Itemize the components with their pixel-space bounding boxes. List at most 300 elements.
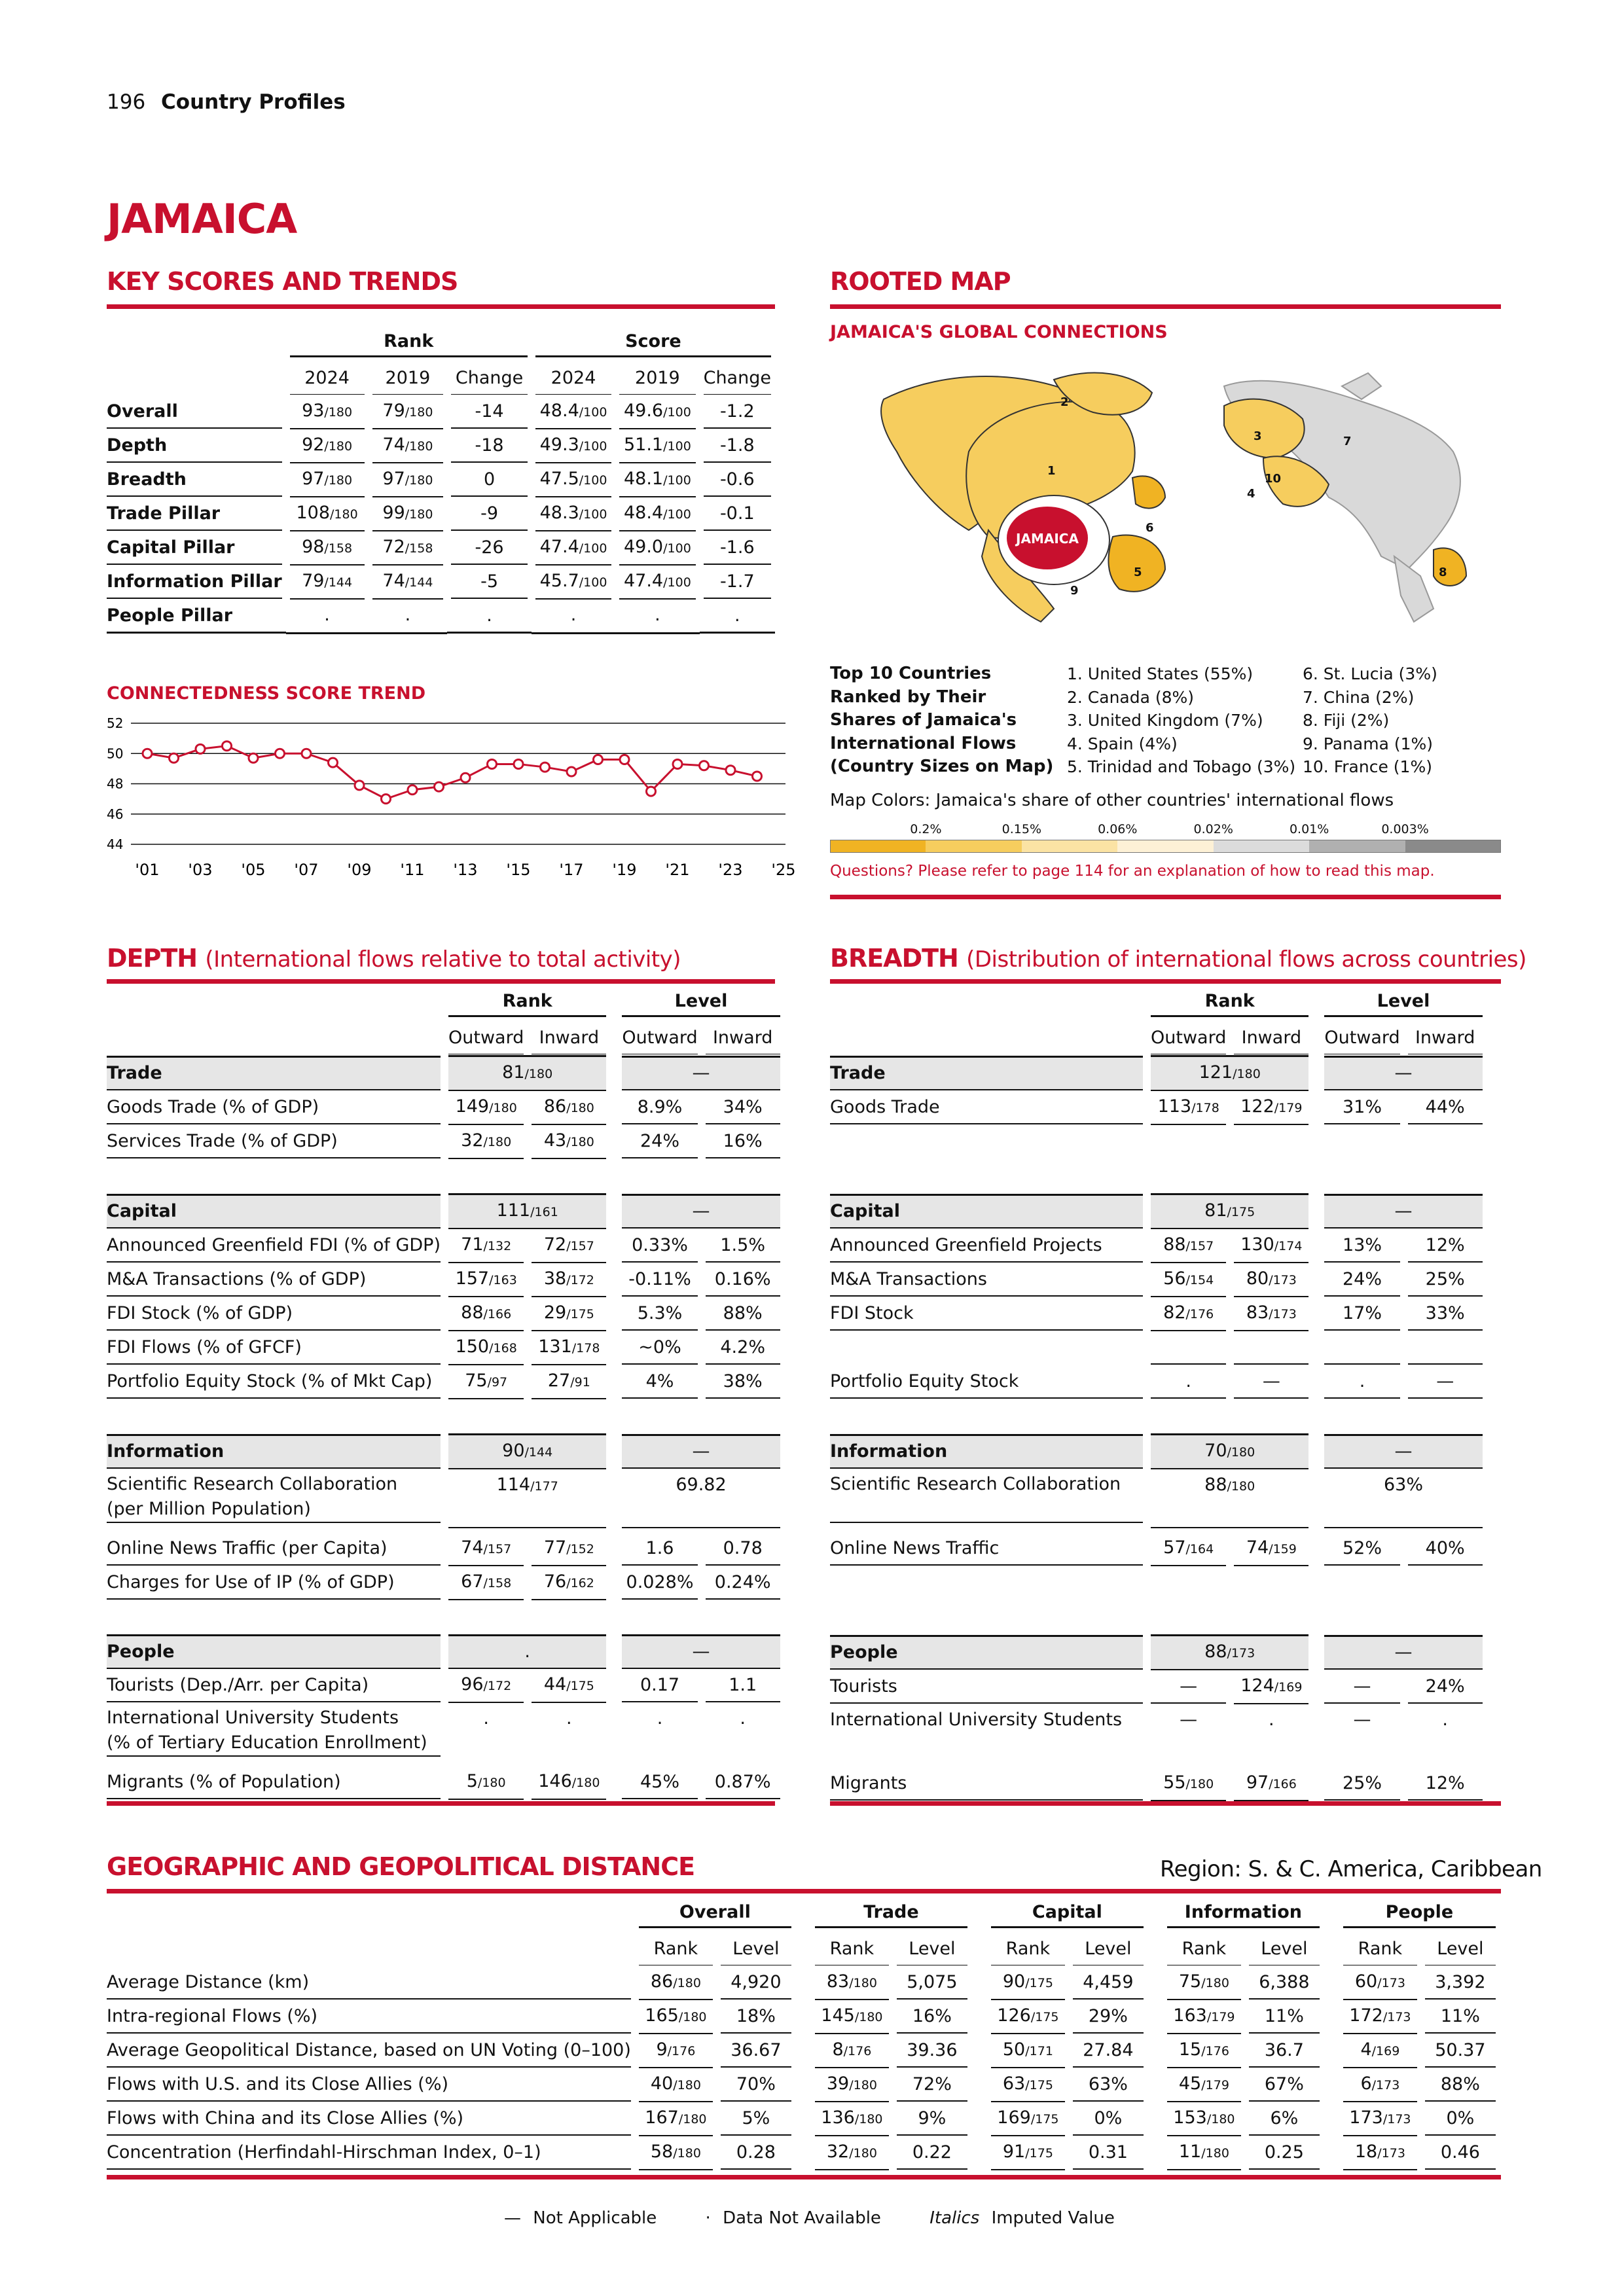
value: 24% <box>1425 1676 1465 1696</box>
rank-value: 74 <box>1246 1537 1269 1558</box>
rank-denominator: /180 <box>673 2146 701 2161</box>
value: 6% <box>1270 2108 1299 2128</box>
rank-value: 124 <box>1240 1676 1274 1696</box>
rank-cell <box>1343 2034 1417 2068</box>
rank-cell <box>619 463 695 497</box>
label-text: FDI Stock (% of GDP) <box>107 1303 293 1323</box>
empty-cell <box>1408 1332 1483 1365</box>
value-cell <box>622 1634 780 1669</box>
rank-cell <box>639 2034 713 2068</box>
rank-denominator: /166 <box>483 1307 512 1321</box>
value-cell <box>991 1933 1065 1965</box>
rank-value: 45.7 <box>539 571 579 591</box>
rank-value: 88 <box>1204 1641 1227 1662</box>
imputed-symbol: Italics <box>929 2208 980 2228</box>
rank-denominator: /163 <box>489 1273 517 1287</box>
rank-cell <box>1151 1055 1308 1091</box>
value: Outward <box>448 1027 524 1048</box>
rank-denominator: /100 <box>663 405 691 420</box>
rank-value: 70 <box>1204 1441 1227 1461</box>
value: ~0% <box>638 1337 681 1357</box>
value: 0.17 <box>640 1675 680 1695</box>
rank-cell <box>1151 1634 1308 1670</box>
rank-cell <box>372 531 444 565</box>
value: 11% <box>1264 2006 1304 2026</box>
value-cell <box>706 1022 780 1054</box>
value-cell <box>704 498 771 531</box>
page-number: 196 <box>107 90 146 114</box>
value-cell <box>451 363 528 395</box>
rooted-map <box>857 360 1473 648</box>
value: — <box>1436 1371 1454 1391</box>
rank-cell <box>448 1566 524 1600</box>
rank-value: . <box>1185 1371 1191 1391</box>
rank-denominator: /180 <box>849 2146 877 2161</box>
dna-label: Data Not Available <box>723 2208 881 2228</box>
rank-cell <box>1167 2000 1241 2034</box>
rank-denominator: /180 <box>566 1101 594 1115</box>
rank-cell <box>532 1766 606 1800</box>
value-cell <box>1324 1635 1482 1670</box>
value: Inward <box>1241 1027 1302 1048</box>
value: 52% <box>1343 1538 1382 1558</box>
rank-group-header <box>444 987 610 1021</box>
value-cell <box>1324 1298 1399 1331</box>
rank-cell <box>532 1669 606 1703</box>
key-scores-grid <box>107 327 775 634</box>
value: . <box>1359 1371 1365 1391</box>
value: Inward <box>539 1027 600 1048</box>
rank-value: 96 <box>461 1674 484 1695</box>
value: -1.7 <box>719 571 755 592</box>
pillar-row <box>107 1634 784 1669</box>
row-label <box>107 1126 441 1158</box>
rank-denominator: /176 <box>1185 1307 1214 1321</box>
rank-value: 48.4 <box>539 401 579 421</box>
level-group-header <box>1320 987 1486 1021</box>
rank-value: 165 <box>645 2005 679 2026</box>
rank-value: 88 <box>1204 1475 1227 1495</box>
rank-cell <box>1234 1297 1308 1331</box>
data-point <box>302 749 311 758</box>
value-cell <box>622 1092 697 1124</box>
rank-value: 47.4 <box>539 537 579 557</box>
value: Level <box>909 1938 956 1959</box>
rank-denominator: /178 <box>571 1341 600 1355</box>
value-cell <box>622 1126 697 1158</box>
rank-value: 74 <box>382 571 405 591</box>
rank-value: 98 <box>302 537 325 557</box>
rank-cell <box>1167 2102 1241 2136</box>
top10-heading-line: Top 10 Countries <box>830 664 992 683</box>
data-point <box>382 795 391 804</box>
value-cell <box>1234 1022 1308 1054</box>
rank-cell <box>448 1532 524 1566</box>
value-cell <box>1324 1022 1399 1054</box>
top10-heading-line: Shares of Jamaica's <box>830 710 1017 730</box>
value-cell <box>622 1022 697 1054</box>
value: Rank <box>1005 1938 1051 1959</box>
depth-grid <box>107 987 784 1800</box>
rank-denominator: /97 <box>487 1375 508 1390</box>
depth-bottom-rule <box>107 1801 775 1806</box>
value-cell <box>290 363 365 395</box>
metric-row <box>107 1566 784 1600</box>
value: . <box>566 1708 572 1729</box>
row-label <box>107 2001 631 2034</box>
data-point <box>435 782 444 791</box>
value: 12% <box>1425 1235 1465 1255</box>
value: 8.9% <box>637 1097 683 1117</box>
rank-value: 72 <box>543 1234 567 1255</box>
rank-denominator: /180 <box>405 405 433 420</box>
value-cell <box>706 1298 780 1331</box>
group-label: Capital <box>991 1902 1144 1928</box>
rank-value: 9 <box>656 2039 668 2060</box>
value: 0.25 <box>1264 2142 1304 2162</box>
rank-value: 76 <box>543 1571 567 1592</box>
rank-denominator: /164 <box>1185 1542 1214 1556</box>
rank-value: . <box>570 605 577 625</box>
value: 0.16% <box>714 1269 771 1289</box>
rank-denominator: /158 <box>405 541 433 556</box>
value: 34% <box>723 1097 763 1117</box>
rank-value: 88 <box>461 1302 484 1323</box>
jamaica-map-label: JAMAICA <box>1016 531 1079 547</box>
value: -14 <box>475 401 504 422</box>
rank-cell <box>1151 1366 1226 1399</box>
value-cell <box>622 1230 697 1263</box>
rank-value: 44 <box>543 1674 567 1695</box>
value: — <box>692 1201 710 1221</box>
label-text: (% of Tertiary Education Enrollment) <box>107 1732 427 1753</box>
rank-value: 150 <box>455 1336 490 1357</box>
value-cell <box>704 363 771 395</box>
country-title: JAMAICA <box>107 195 297 243</box>
value-cell <box>706 1366 780 1399</box>
value: 18% <box>736 2006 776 2026</box>
value: Inward <box>1415 1027 1475 1048</box>
label-text: Services Trade (% of GDP) <box>107 1131 338 1151</box>
value-cell <box>622 1056 780 1090</box>
value: -0.6 <box>719 469 755 490</box>
value: 40% <box>1425 1538 1465 1558</box>
empty-cell <box>1151 1332 1226 1365</box>
map-color-scale <box>830 822 1501 855</box>
data-point <box>461 773 470 782</box>
rank-cell <box>1234 1263 1308 1297</box>
label-text: Migrants <box>830 1773 907 1793</box>
rank-value: 27 <box>547 1371 571 1391</box>
value: Rank <box>1358 1938 1403 1959</box>
top10-item: 10. France (1%) <box>1303 757 1432 776</box>
geo-row <box>107 1966 1500 2000</box>
value-cell <box>622 1332 697 1365</box>
top10-item: 8. Fiji (2%) <box>1303 711 1390 730</box>
rank-value: 157 <box>455 1268 490 1289</box>
rank-denominator: /154 <box>1185 1273 1214 1287</box>
row-label <box>107 396 282 429</box>
value: 1.5% <box>720 1235 765 1255</box>
value-cell <box>639 1933 713 1965</box>
rank-denominator: /161 <box>530 1205 558 1219</box>
row-label <box>107 566 282 599</box>
value-cell <box>1324 1768 1399 1801</box>
label-text: Scientific Research Collaboration <box>830 1474 1121 1494</box>
value: 11% <box>1440 2006 1480 2026</box>
key-score-row <box>107 497 775 531</box>
rank-denominator: /100 <box>579 507 607 522</box>
rank-cell <box>448 1263 524 1297</box>
scale-label: 0.003% <box>1381 822 1429 836</box>
value-cell <box>1249 2069 1320 2102</box>
value-cell <box>1425 2069 1496 2102</box>
value: -0.11% <box>628 1269 691 1289</box>
label-text: Depth <box>107 435 168 456</box>
rank-denominator: /173 <box>1377 2146 1405 2161</box>
rank-cell <box>286 600 369 634</box>
value-cell <box>704 532 771 565</box>
rank-value: 97 <box>302 469 325 489</box>
value: 4% <box>645 1371 674 1391</box>
rank-cell <box>639 2000 713 2034</box>
group-label: Trade <box>815 1902 967 1928</box>
label-text: Average Geopolitical Distance, based on UN Voting (0–100) <box>107 2040 631 2060</box>
rank-value: . <box>524 1641 530 1662</box>
rank-value: 49.6 <box>623 401 664 421</box>
rank-denominator: /175 <box>1025 2146 1053 2161</box>
rank-denominator: /180 <box>673 1976 701 1990</box>
rank-denominator: /169 <box>1274 1680 1303 1695</box>
value: 38% <box>723 1371 763 1391</box>
x-tick-label: '17 <box>559 861 584 879</box>
y-tick-label: 46 <box>107 806 124 822</box>
rank-value: 83 <box>1246 1302 1269 1323</box>
value: 24% <box>1343 1269 1382 1289</box>
rank-denominator: /180 <box>324 405 353 420</box>
rank-cell <box>815 2000 889 2034</box>
value-cell <box>451 566 528 599</box>
rank-denominator: /159 <box>1269 1542 1297 1556</box>
rank-value: 88 <box>1163 1234 1186 1255</box>
value: — <box>1394 1642 1413 1662</box>
value: 25% <box>1425 1269 1465 1289</box>
row-label <box>107 2137 631 2170</box>
data-point <box>541 762 550 772</box>
value: -1.8 <box>719 435 755 456</box>
rank-cell <box>535 497 611 531</box>
value-cell <box>1324 1533 1399 1566</box>
top10-heading-line: Ranked by Their <box>830 687 986 707</box>
group-label: People <box>1343 1902 1496 1928</box>
rank-cell <box>1151 1229 1226 1263</box>
rank-value: 172 <box>1349 2005 1383 2026</box>
value: -26 <box>475 537 504 558</box>
value: 70% <box>736 2074 776 2094</box>
rank-cell <box>619 565 695 600</box>
rank-cell <box>290 463 365 497</box>
top10-heading-line: (Country Sizes on Map) <box>830 757 1054 776</box>
geo-title: GEOGRAPHIC AND GEOPOLITICAL DISTANCE <box>107 1852 695 1881</box>
value: 13% <box>1343 1235 1382 1255</box>
depth-rule <box>107 979 775 984</box>
rank-cell <box>532 1365 606 1399</box>
pillar-label <box>830 1635 1143 1670</box>
value-cell <box>1408 1230 1483 1263</box>
rank-group-header <box>286 327 532 361</box>
x-tick-label: '21 <box>665 861 690 879</box>
value: 39.36 <box>907 2040 958 2060</box>
rank-value: 77 <box>543 1537 567 1558</box>
label-text: Online News Traffic <box>830 1538 1000 1558</box>
label-text: Announced Greenfield Projects <box>830 1235 1102 1255</box>
rank-value: 45 <box>1178 2073 1202 2094</box>
rank-value: . <box>324 605 330 625</box>
top10-item: 2. Canada (8%) <box>1067 687 1195 707</box>
value-cell <box>897 2069 967 2102</box>
rank-denominator: /178 <box>1191 1101 1219 1115</box>
group-label: Rank <box>290 331 528 357</box>
value-cell <box>451 532 528 565</box>
rank-denominator: /180 <box>489 1101 517 1115</box>
rank-cell <box>619 429 695 463</box>
rank-cell <box>448 1331 524 1365</box>
score-group-header <box>532 327 775 361</box>
key-score-row <box>107 429 775 463</box>
label-text: People <box>107 1641 175 1662</box>
value-cell <box>1073 2001 1144 2034</box>
rank-value: 11 <box>1178 2142 1202 2162</box>
value: . <box>657 1708 663 1729</box>
value: — <box>1353 1676 1371 1696</box>
value: 0.87% <box>714 1772 771 1792</box>
pillar-row <box>107 1433 784 1469</box>
rank-value: 126 <box>997 2005 1031 2026</box>
row-label <box>830 1533 1143 1566</box>
region-label-5: 5 <box>1134 565 1142 579</box>
pillar-row <box>107 1193 784 1229</box>
value-cell <box>448 1022 524 1054</box>
value-cell <box>706 1703 780 1734</box>
top10-heading-line: International Flows <box>830 733 1017 753</box>
rank-value: 111 <box>496 1200 531 1221</box>
key-score-row <box>107 463 775 497</box>
rank-cell <box>290 531 365 565</box>
metric-row <box>107 1532 784 1566</box>
value: -5 <box>480 571 499 592</box>
value: 72% <box>912 2074 952 2094</box>
rank-cell <box>372 497 444 531</box>
breadth-rule <box>830 979 1501 984</box>
geo-group-header <box>811 1898 971 1932</box>
rank-cell <box>448 1297 524 1331</box>
x-tick-label: '13 <box>453 861 478 879</box>
metric-row <box>107 1469 784 1532</box>
value: Rank <box>829 1938 875 1959</box>
value: 0% <box>1094 2108 1123 2128</box>
rank-cell <box>1234 1670 1308 1704</box>
data-point <box>594 755 603 764</box>
value-cell <box>451 396 528 429</box>
rank-denominator: /175 <box>1030 2112 1059 2126</box>
value-cell <box>1324 1671 1399 1704</box>
pillar-row <box>830 1055 1487 1091</box>
value-cell <box>897 2001 967 2034</box>
value-cell <box>451 464 528 497</box>
row-label <box>830 1704 1143 1736</box>
rank-denominator: /177 <box>530 1479 558 1494</box>
value-cell <box>721 1967 791 2000</box>
rank-value: 90 <box>1002 1971 1026 1992</box>
data-point <box>355 781 364 790</box>
rank-value: . <box>655 605 660 625</box>
row-label <box>830 1092 1143 1124</box>
rank-value: 121 <box>1199 1062 1233 1083</box>
rank-cell <box>448 1055 606 1091</box>
rank-cell <box>448 1193 606 1229</box>
value-cell <box>451 498 528 531</box>
rank-value: 74 <box>382 435 405 455</box>
rank-denominator: /175 <box>1030 2010 1059 2024</box>
rank-value: 130 <box>1240 1234 1274 1255</box>
rank-value: 79 <box>382 401 405 421</box>
value: 16% <box>723 1131 763 1151</box>
value-cell <box>1408 1022 1483 1054</box>
geo-region: Region: S. & C. America, Caribbean <box>1160 1856 1542 1882</box>
value-cell <box>372 363 444 395</box>
rank-value: 43 <box>543 1130 567 1151</box>
rank-cell <box>1234 1229 1308 1263</box>
value-cell <box>1324 1469 1482 1528</box>
label-text: Intra-regional Flows (%) <box>107 2006 318 2026</box>
value: 29% <box>1088 2006 1128 2026</box>
label-text: Breadth <box>107 469 187 490</box>
region-label-6: 6 <box>1146 521 1154 535</box>
label-text: Overall <box>107 401 178 422</box>
y-tick-label: 44 <box>107 836 124 852</box>
rank-denominator: /166 <box>1269 1777 1297 1791</box>
rank-cell <box>535 395 611 429</box>
value-cell <box>706 1264 780 1297</box>
rank-denominator: /180 <box>1201 1976 1229 1990</box>
value: — <box>1394 1441 1413 1462</box>
value-cell <box>721 2035 791 2068</box>
rank-value: 136 <box>821 2108 855 2128</box>
rank-cell <box>991 2068 1065 2102</box>
breadth-grid <box>830 987 1487 1801</box>
row-label <box>107 1366 441 1399</box>
rank-denominator: /173 <box>1377 1976 1405 1990</box>
value-cell <box>1249 2035 1320 2068</box>
rank-value: 97 <box>382 469 405 489</box>
rank-value: 29 <box>543 1302 567 1323</box>
value: 2019 <box>385 367 431 388</box>
geo-rule <box>107 1889 1501 1893</box>
value-cell <box>721 2103 791 2136</box>
rank-denominator: /132 <box>483 1239 512 1253</box>
rank-value: 75 <box>465 1371 488 1391</box>
data-point <box>408 785 417 795</box>
rank-denominator: /100 <box>579 541 607 556</box>
top10-item: 1. United States (55%) <box>1067 664 1254 683</box>
rank-value: 86 <box>650 1971 674 1992</box>
value-cell <box>1151 1704 1226 1736</box>
row-label <box>107 1469 441 1523</box>
value-cell <box>1408 1264 1483 1297</box>
rank-denominator: /180 <box>673 2078 701 2092</box>
region-label-7: 7 <box>1343 435 1352 448</box>
data-point <box>488 759 497 768</box>
